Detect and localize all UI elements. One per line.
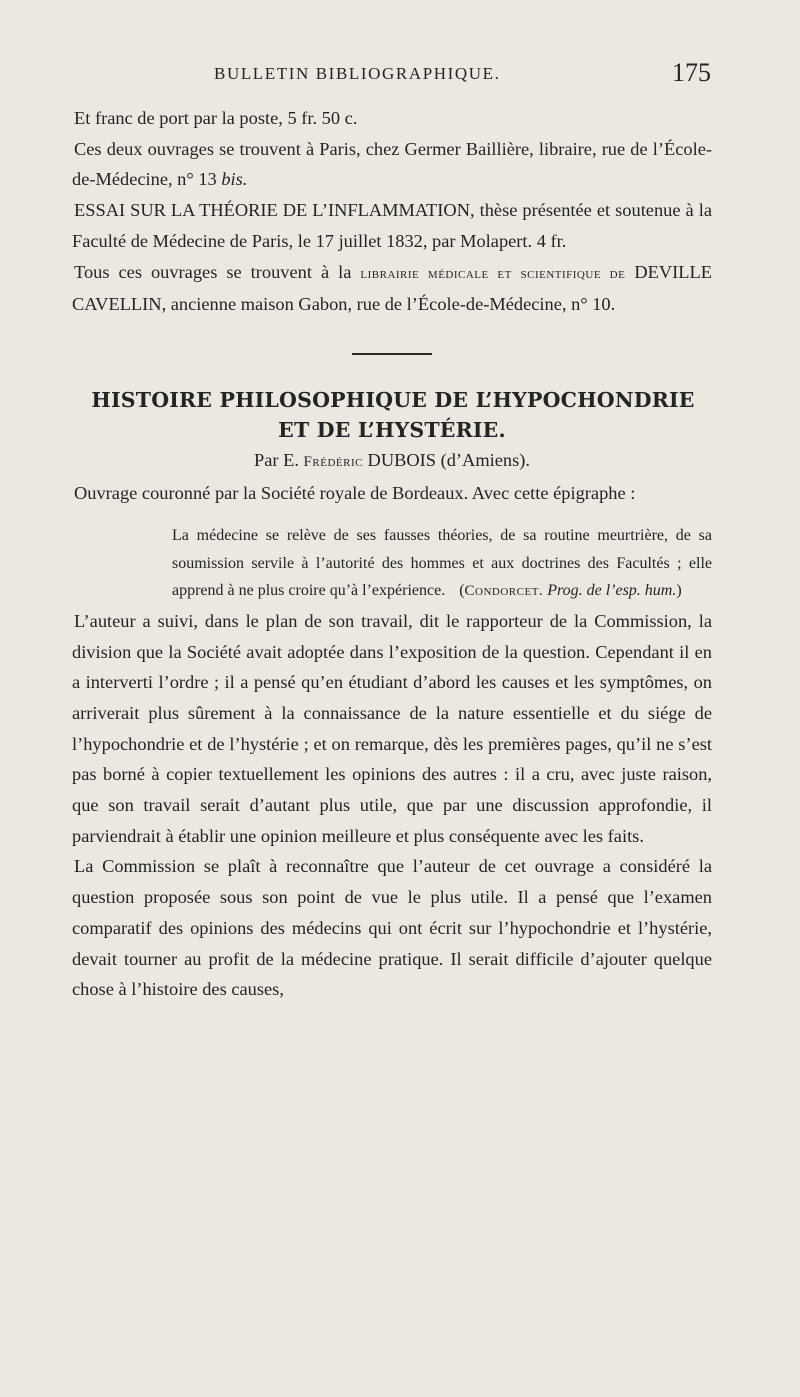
author-prefix: Par E.: [254, 449, 304, 470]
librairie-paragraph: [72, 257, 712, 320]
page-number: 175: [672, 58, 711, 87]
cite-close: ): [676, 582, 682, 600]
epigraph: [172, 522, 712, 606]
librairie-smallcaps: librairie médicale et scientifique de: [360, 265, 626, 282]
availability-paragraph: [72, 134, 712, 195]
bis-text: bis.: [221, 169, 248, 190]
price-text: Et franc de port par la poste, 5 fr. 50 c.: [74, 108, 358, 128]
article-title-line2: ET DE L’HYSTÉRIE.: [278, 417, 506, 442]
body-paragraph-1: L’auteur a suivi, dans le plan de son travail, dit le rapporteur de la Commission, la division que la Société avait adoptée dans l’exposition de la question. Cependant il en a interverti l’ordre ; il a pensé qu’en étudiant d’abord les causes et les symptômes, on arriverait plus sûrement à la connaissance de la nature essentielle et du siége de l’hypochondrie et de l’hystérie ; et on remarque, dès les premières pages, qu’il ne s’est pas borné à copier textuellement les opinions des autres : il a cru, avec juste raison, que son travail serait d’autant plus utile, que par une discussion approfondie, il parviendrait à établir une opinion meilleure et plus conséquente avec les faits.: [72, 610, 712, 846]
page-header: [0, 58, 800, 88]
section-divider: [352, 353, 432, 355]
epigraph-text: La médecine se relève de ses fausses théories, de sa routine meurtrière, de sa soumission servile à l’autorité des hommes et aux doctrines des Facultés ; elle apprend à ne plus croire qu’à l’expérience.: [172, 527, 712, 600]
epigraph-citation: [449, 582, 681, 599]
availability-text: Ces deux ouvrages se trouvent à Paris, chez Germer Baillière, libraire, rue de l’École-de-Médecine, n° 13: [72, 138, 712, 190]
price-paragraph: [72, 103, 712, 134]
body-paragraph-2: La Commission se plaît à reconnaître que l’auteur de cet ouvrage a considéré la question proposée sous son point de vue le plus utile. Il a pensé que l’examen comparatif des opinions des médecins qui ont écrit sur l’hypochondrie et l’hystérie, devait tourner au profit de la médecine pratique. Il serait difficile d’ajouter quelque chose à l’histoire des causes,: [72, 856, 712, 1000]
librairie-text-b: DEVILLE CAVELLIN, ancienne maison Gabon, rue de l’École-de-Médecine, n° 10.: [72, 261, 712, 315]
running-head: BULLETIN BIBLIOGRAPHIQUE.: [214, 64, 501, 83]
librairie-text-a: Tous ces ouvrages se trouvent à la: [74, 261, 361, 282]
page-content: [72, 103, 712, 1005]
award-paragraph: [72, 478, 712, 509]
article-author: [72, 445, 712, 478]
cite-author: Condorcet.: [464, 583, 544, 600]
author-rest: DUBOIS (d’Amiens).: [362, 449, 530, 470]
author-firstname: Frédéric: [303, 453, 363, 470]
essai-text: ESSAI SUR LA THÉORIE DE L’INFLAMMATION, thèse présentée et soutenue à la Faculté de Médecine de Paris, le 17 juillet 1832, par Molapert. 4 fr.: [72, 200, 712, 251]
article-title-line1: HISTOIRE PHILOSOPHIQUE DE L’HYPOCHONDRIE: [91, 387, 695, 412]
cite-open: (: [459, 582, 465, 600]
award-text: Ouvrage couronné par la Société royale de Bordeaux. Avec cette épigraphe :: [74, 482, 636, 503]
cite-work: Prog. de l’esp. hum.: [543, 582, 677, 600]
essai-paragraph: [72, 195, 712, 256]
